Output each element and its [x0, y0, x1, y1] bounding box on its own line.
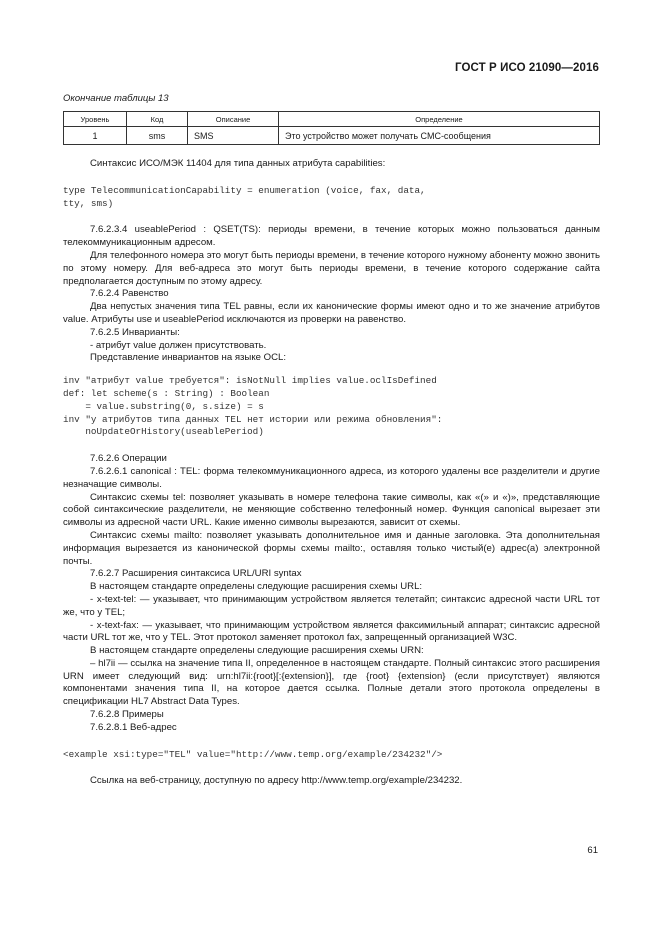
code-ocl-invariants: inv "атрибут value требуется": isNotNull implies value.oclIsDefined def: let scheme(s : String) : Boolean = value.substring(0, s.size) = s inv "у атрибутов типа данных TEL нет истории или режима обновления": noUpdateOrHistory(useablePeriod): [63, 375, 443, 438]
paragraph-mailto: Синтаксис схемы mailto: позволяет указывать дополнительное имя и данные заголовка. Эта дополнительная информация вырезается из канонической формы схемы mailto:, оставляя только чистый(е) адрес(а) электронной почты.: [63, 529, 600, 567]
item-x-text-fax: - x-text-fax: — указывает, что принимающим устройством является факсимильный аппарат; синтаксис адресной части URL тот же, что у TEL. Этот протокол заменяет протокол fax, запрещенный организацией W3C.: [63, 619, 600, 644]
code-xml-example: <example xsi:type="TEL" value="http://www.temp.org/example/234232"/>: [63, 748, 443, 760]
heading-7-6-2-8: 7.6.2.8 Примеры: [90, 709, 164, 721]
section-7-6-2-3-4: 7.6.2.3.4 useablePeriod : QSET(TS): периоды времени, в течение которых можно пользоваться данным телекоммуникационным адресом.: [63, 224, 600, 249]
table-caption: Окончание таблицы 13: [63, 93, 169, 104]
cell-level: 1: [64, 127, 127, 145]
item-x-text-tel: - x-text-tel: — указывает, что принимающим устройством является телетайп; синтаксис адресной части URL тот же, что у TEL;: [63, 593, 600, 618]
paragraph-phone-periods: Для телефонного номера это могут быть периоды времени, в течение которого нужному абоненту можно звонить по этому номеру. Для веб-адреса это могут быть периоды времени, в течение которого содержание сайта предполагается доступным по этому адресу.: [63, 249, 600, 287]
invariant-item: - атрибут value должен присутствовать.: [90, 339, 267, 351]
paragraph-tel-schema: Синтаксис схемы tel: позволяет указывать в номере телефона такие символы, как «(» и «)», представляющие собой синтаксические разделители, не меняющие собственно телефонный номер. Функция canonical вырезает эти символы из адресной части URL. Какие именно символы вырезаются, зависит от схемы.: [63, 491, 600, 529]
column-header-description: Описание: [188, 112, 279, 127]
heading-7-6-2-4: 7.6.2.4 Равенство: [90, 288, 169, 300]
cell-code: sms: [127, 127, 188, 145]
paragraph-url-ext-intro: В настоящем стандарте определены следующие расширения схемы URL:: [90, 581, 423, 593]
column-header-level: Уровень: [64, 112, 127, 127]
syntax-intro: Синтаксис ИСО/МЭК 11404 для типа данных атрибута capabilities:: [90, 158, 386, 169]
paragraph-link: Ссылка на веб-страницу, доступную по адресу http://www.temp.org/example/234232.: [90, 775, 463, 787]
paragraph-equality: Два непустых значения типа TEL равны, если их канонические формы имеют одно и то же значение атрибутов value. Атрибуты use и useablePeriod исключаются из проверки на равенство.: [63, 301, 600, 325]
cell-definition: Это устройство может получать СМС-сообщения: [279, 127, 600, 145]
heading-7-6-2-7: 7.6.2.7 Расширения синтаксиса URL/URI syntax: [90, 568, 302, 580]
heading-7-6-2-5: 7.6.2.5 Инварианты:: [90, 326, 180, 338]
page-number: 61: [587, 845, 598, 856]
table-header-row: [64, 112, 600, 127]
column-header-definition: Определение: [279, 112, 600, 127]
definition-table: [63, 111, 600, 145]
heading-7-6-2-6: 7.6.2.6 Операции: [90, 453, 167, 465]
paragraph-urn-ext-intro: В настоящем стандарте определены следующие расширения схемы URN:: [90, 645, 424, 657]
cell-description: SMS: [188, 127, 279, 145]
item-hl7ii: – hl7ii — ссылка на значение типа II, определенное в настоящем стандарте. Полный синтаксис этого расширения URN имеет следующий вид: urn:hl7ii:{root}[:{extension}], где {root} {extension} (если присутствует) являются компонентами значения типа II, на которое дается ссылка. Полные детали этого протокола определены в спецификации HL7 Abstract Data Types.: [63, 657, 600, 708]
table-row: [64, 127, 600, 145]
paragraph-canonical: 7.6.2.6.1 canonical : TEL: форма телекоммуникационного адреса, из которого удалены все разделители и другие незначащие символы.: [63, 465, 600, 490]
code-capability-enum: type TelecommunicationCapability = enumeration (voice, fax, data, tty, sms): [63, 184, 426, 209]
body-text: [63, 158, 600, 788]
ocl-intro: Представление инвариантов на языке OCL:: [90, 352, 287, 364]
heading-7-6-2-8-1: 7.6.2.8.1 Веб-адрес: [90, 721, 177, 733]
standard-header: ГОСТ Р ИСО 21090—2016: [454, 62, 599, 74]
column-header-code: Код: [127, 112, 188, 127]
